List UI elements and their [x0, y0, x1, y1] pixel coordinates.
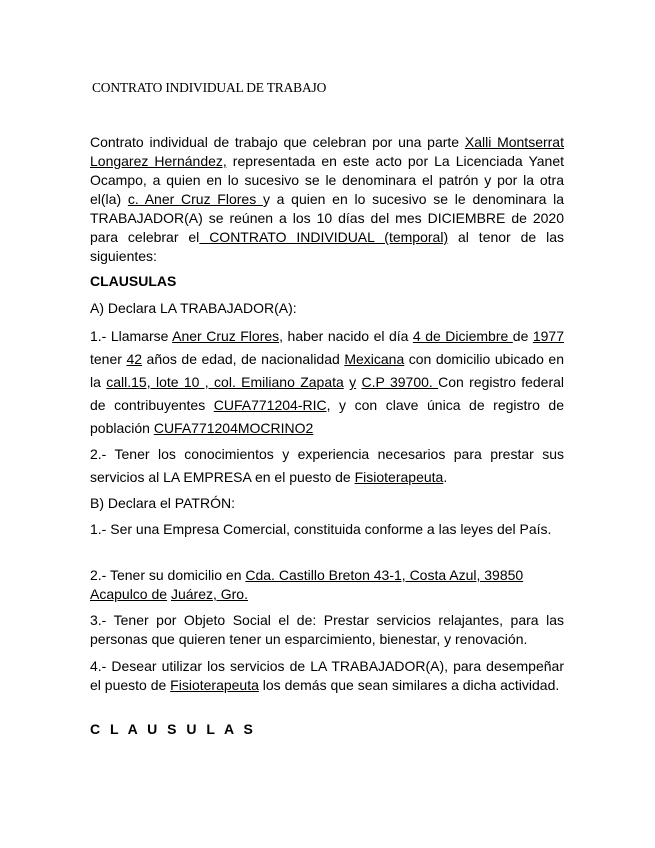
a1-text-4: tener [90, 351, 127, 367]
clause-b3: 3.- Tener por Objeto Social el de: Prestar servicios relajantes, para las personas que quieren tener un esparcimiento, bienestar, y renovación. [90, 612, 564, 647]
document-title: CONTRATO INDIVIDUAL DE TRABAJO [92, 80, 327, 95]
intro-paragraph [90, 133, 564, 266]
age: 42 [126, 351, 143, 367]
a1-text-3: de [512, 328, 533, 344]
a1-conjunction: y [349, 374, 357, 390]
worker-position: Fisioterapeuta [354, 469, 444, 485]
nationality: Mexicana [344, 351, 405, 367]
clause-a1 [90, 325, 564, 440]
clausulas-heading-2: C L A U S U L A S [90, 721, 256, 737]
curp: CUFA771204MOCRINO2 [153, 420, 314, 436]
b4-text-1: 4.- Desear utilizar los servicios de LA TRABAJADOR(A), para desempeñar el puesto de [90, 658, 564, 693]
worker-name-a1: Aner Cruz Flores, [172, 328, 284, 344]
worker-name: c. Aner Cruz Flores [127, 191, 263, 207]
employer-city: Juárez, Gro. [170, 586, 248, 602]
a1-text-6: con domicilio ubicado en la [90, 351, 564, 390]
postal-code: C.P 39700. [361, 374, 439, 390]
rfc: CUFA771204-RIC, [213, 397, 331, 413]
a1-text-1: 1.- Llamarse [90, 328, 173, 344]
employer-position-request: Fisioterapeuta [170, 677, 259, 693]
birth-year: 1977 [532, 328, 565, 344]
a1-text-5: años de edad, de nacionalidad [142, 351, 345, 367]
a2-text-2: . [443, 469, 448, 485]
b2-text-1: 2.- Tener su domicilio en [90, 567, 246, 583]
section-b-heading: B) Declara el PATRÓN: [90, 495, 235, 511]
a1-text-2: haber nacido el día [283, 328, 413, 344]
intro-text-1: Contrato individual de trabajo que celebran por una parte [90, 134, 465, 150]
clause-a2 [90, 443, 564, 489]
worker-address: call.15, lote 10 , col. Emiliano Zapata [106, 374, 344, 390]
intro-text-3: y a quien en lo sucesivo se le denominara la TRABAJADOR(A) se reúnen a los 10 días del mes DICIEMBRE de 2020 para celebrar el [90, 191, 565, 245]
employer-address: Cda. Castillo Breton 43-1, Costa Azul, 39850 Acapulco de [90, 567, 524, 602]
clause-b4 [90, 657, 564, 695]
birth-day: 4 de Diciembre [412, 328, 513, 344]
a1-text-10: y con clave única de registro de población [90, 397, 565, 436]
clause-b2 [90, 566, 564, 604]
intro-text-4: al tenor de las siguientes: [90, 229, 564, 264]
employer-name: Xalli Montserrat Longarez Hernández, [90, 134, 564, 169]
clause-b1: 1.- Ser una Empresa Comercial, constituida conforme a las leyes del País. [90, 521, 552, 537]
intro-text-2: representada en este acto por La Licenciada Yanet Ocampo, a quien en lo sucesivo se le denominara el patrón y por la otra el(la) [90, 153, 564, 207]
clausulas-heading: CLAUSULAS [90, 273, 177, 289]
a1-text-9: Con registro federal de contribuyentes [90, 374, 565, 413]
contract-type: CONTRATO INDIVIDUAL (temporal) [199, 229, 449, 245]
section-a-heading: A) Declara LA TRABAJADOR(A): [90, 300, 297, 316]
b4-text-2: los demás que sean similares a dicha actividad. [258, 677, 560, 693]
a2-text-1: 2.- Tener los conocimientos y experiencia necesarios para prestar sus servicios al LA EMPRESA en el puesto de [90, 446, 564, 485]
